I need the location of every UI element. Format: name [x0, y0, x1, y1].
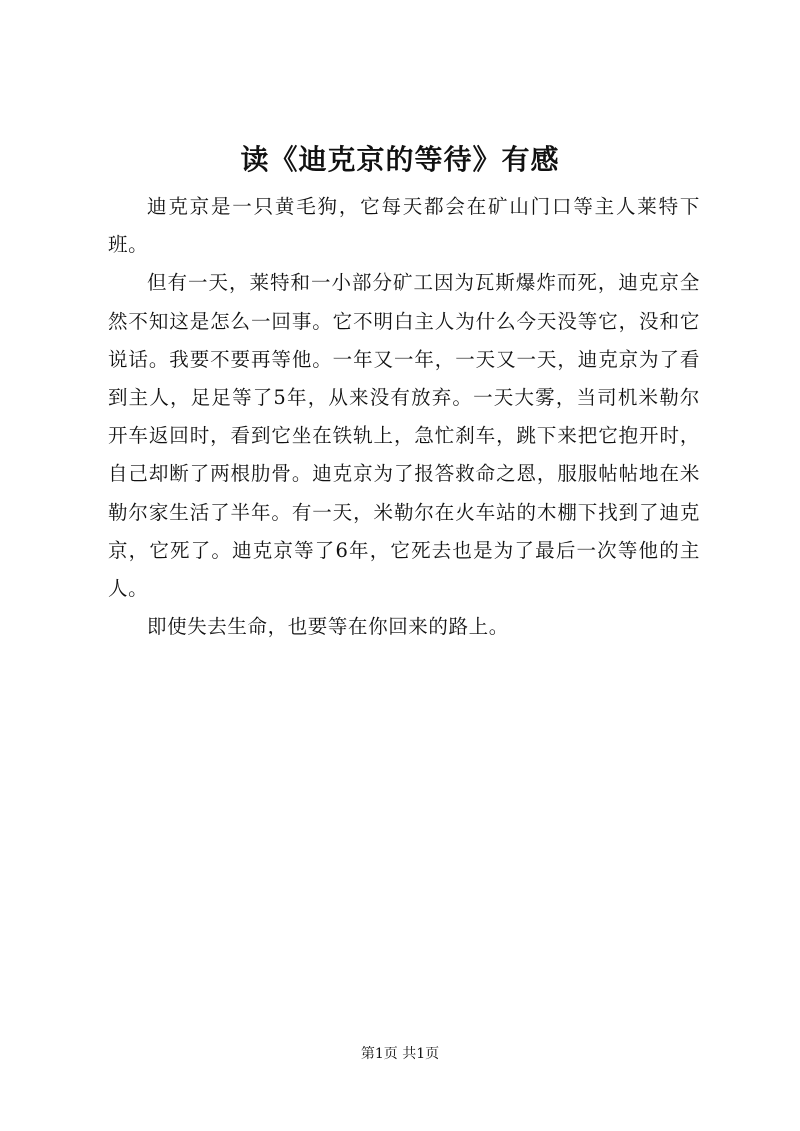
paragraph-2: 但有一天，莱特和一小部分矿工因为瓦斯爆炸而死，迪克京全然不知这是怎么一回事。它不明白主人为什么今天没等它，没和它说话。我要不要再等他。一年又一年，一天又一天，迪克京为了看到主人，足足等了5年，从来没有放弃。一天大雾，当司机米勒尔开车返回时，看到它坐在铁轨上，急忙刹车，跳下来把它抱开时，自己却断了两根肋骨。迪克京为了报答救命之恩，服服帖帖地在米勒尔家生活了半年。有一天，米勒尔在火车站的木棚下找到了迪克京，它死了。迪克京等了6年，它死去也是为了最后一次等他的主人。: [108, 271, 700, 601]
paragraph-1: 迪克京是一只黄毛狗，它每天都会在矿山门口等主人莱特下班。: [108, 195, 700, 257]
document-title: 读《迪克京的等待》有感: [240, 143, 560, 176]
document-body: [108, 188, 700, 646]
paragraph-3: 即使失去生命，也要等在你回来的路上。: [147, 615, 509, 639]
page-footer: 第1页 共1页: [360, 1046, 440, 1062]
